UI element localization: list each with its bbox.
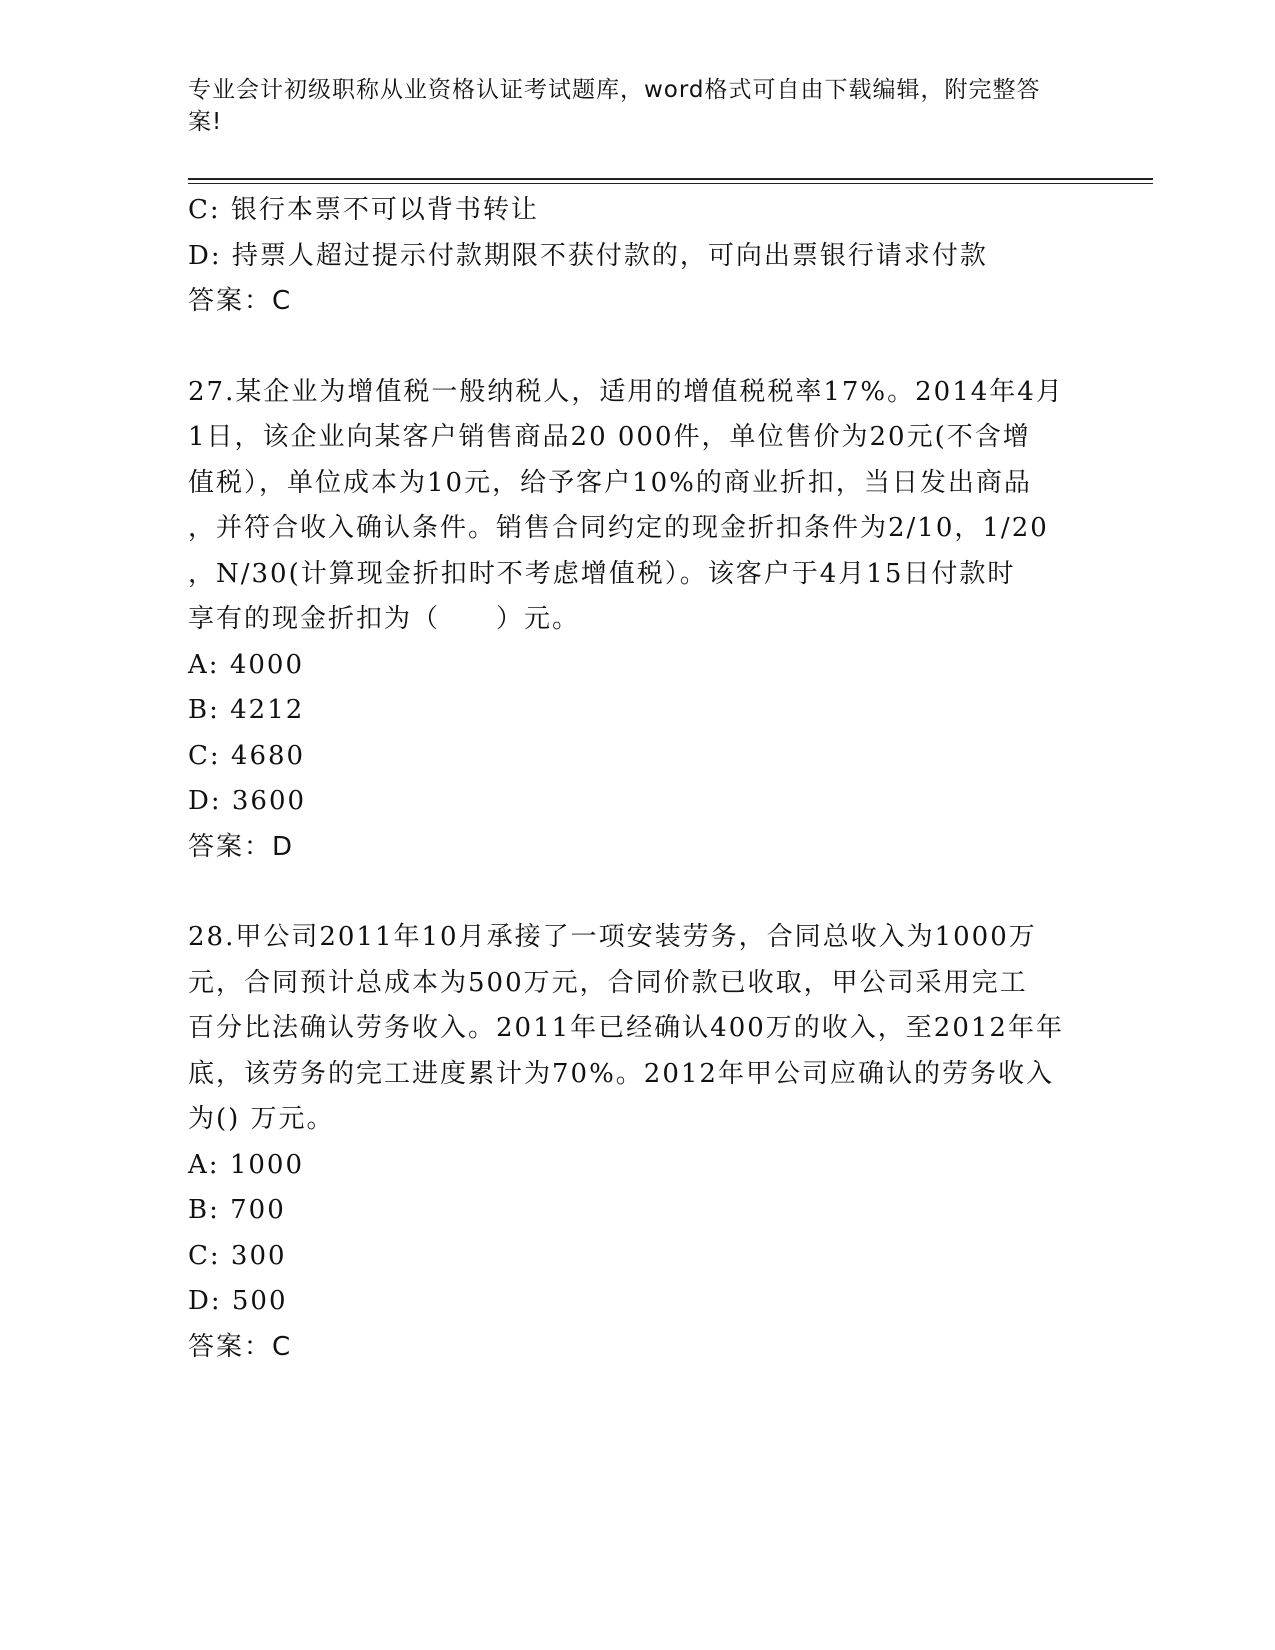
option-label: C: [188, 195, 221, 225]
option-text: 3600 [231, 786, 307, 816]
option-d [188, 779, 1088, 825]
question-text-line: 百分比法确认劳务收入。2011年已经确认400万的收入，至2012年年 [188, 1013, 1064, 1043]
option-text: 4000 [229, 649, 304, 680]
option-d [188, 1279, 1088, 1325]
spacer [188, 325, 1088, 370]
option-label: A: [188, 649, 220, 680]
header-divider-thick [188, 178, 1153, 180]
question-text-line: 为() 万元。 [188, 1104, 335, 1134]
option-label: C: [188, 1240, 221, 1271]
option-text: 持票人超过提示付款期限不获付款的，可向出票银行请求付款 [231, 240, 988, 271]
question-text-line: 底，该劳务的完工进度累计为70%。2012年甲公司应确认的劳务收入 [188, 1058, 1054, 1089]
answer-line: 答案：D [188, 831, 295, 862]
question-text-line: ，N/30(计算现金折扣时不考虑增值税）。该客户于4月15日付款时 [188, 558, 1016, 589]
option-a [188, 643, 1088, 689]
option-text: 500 [231, 1286, 288, 1316]
header-line-2: 案! [188, 109, 223, 135]
option-c [188, 188, 1088, 234]
document-body [188, 188, 1088, 1370]
option-a [188, 1143, 1088, 1189]
header-line-1: 专业会计初级职称从业资格认证考试题库，word格式可自由下载编辑，附完整答 [188, 77, 1041, 103]
option-text: 4680 [230, 740, 306, 771]
option-label: C: [188, 740, 221, 771]
question-27 [188, 370, 1088, 871]
option-label: B: [188, 1195, 220, 1225]
option-text: 银行本票不可以背书转让 [230, 195, 539, 225]
option-label: A: [188, 1149, 220, 1180]
option-text: 1000 [229, 1149, 304, 1180]
header-divider-thin [188, 183, 1153, 184]
option-label: B: [188, 695, 220, 725]
question-text-line: 28.甲公司2011年10月承接了一项安装劳务，合同总收入为1000万 [188, 922, 1037, 952]
option-b [188, 688, 1088, 734]
document-header [188, 74, 1068, 138]
previous-question-tail [188, 188, 1088, 325]
option-text: 300 [230, 1240, 287, 1271]
option-c [188, 1234, 1088, 1280]
question-28 [188, 915, 1088, 1370]
option-c [188, 734, 1088, 780]
question-text-line: 值税），单位成本为10元，给予客户10%的商业折扣，当日发出商品 [188, 467, 1032, 498]
option-b [188, 1188, 1088, 1234]
option-d [188, 234, 1088, 280]
option-text: 4212 [230, 695, 305, 725]
question-text-line: 1日，该企业向某客户销售商品20 000件，单位售价为20元(不含增 [188, 422, 1031, 452]
answer-line: 答案：C [188, 1331, 293, 1362]
answer-line: 答案：C [188, 286, 293, 316]
option-text: 700 [230, 1195, 286, 1225]
question-text-line: ，并符合收入确认条件。销售合同约定的现金折扣条件为2/10，1/20 [188, 513, 1049, 543]
spacer [188, 870, 1088, 915]
option-label: D: [188, 786, 222, 816]
question-text-line: 元，合同预计总成本为500万元，合同价款已收取，甲公司采用完工 [188, 967, 1028, 998]
option-label: D: [188, 240, 222, 271]
option-label: D: [188, 1286, 222, 1316]
question-text-line: 享有的现金折扣为（ ）元。 [188, 604, 581, 634]
question-text-line: 27.某企业为增值税一般纳税人，适用的增值税税率17%。2014年4月 [188, 376, 1064, 407]
